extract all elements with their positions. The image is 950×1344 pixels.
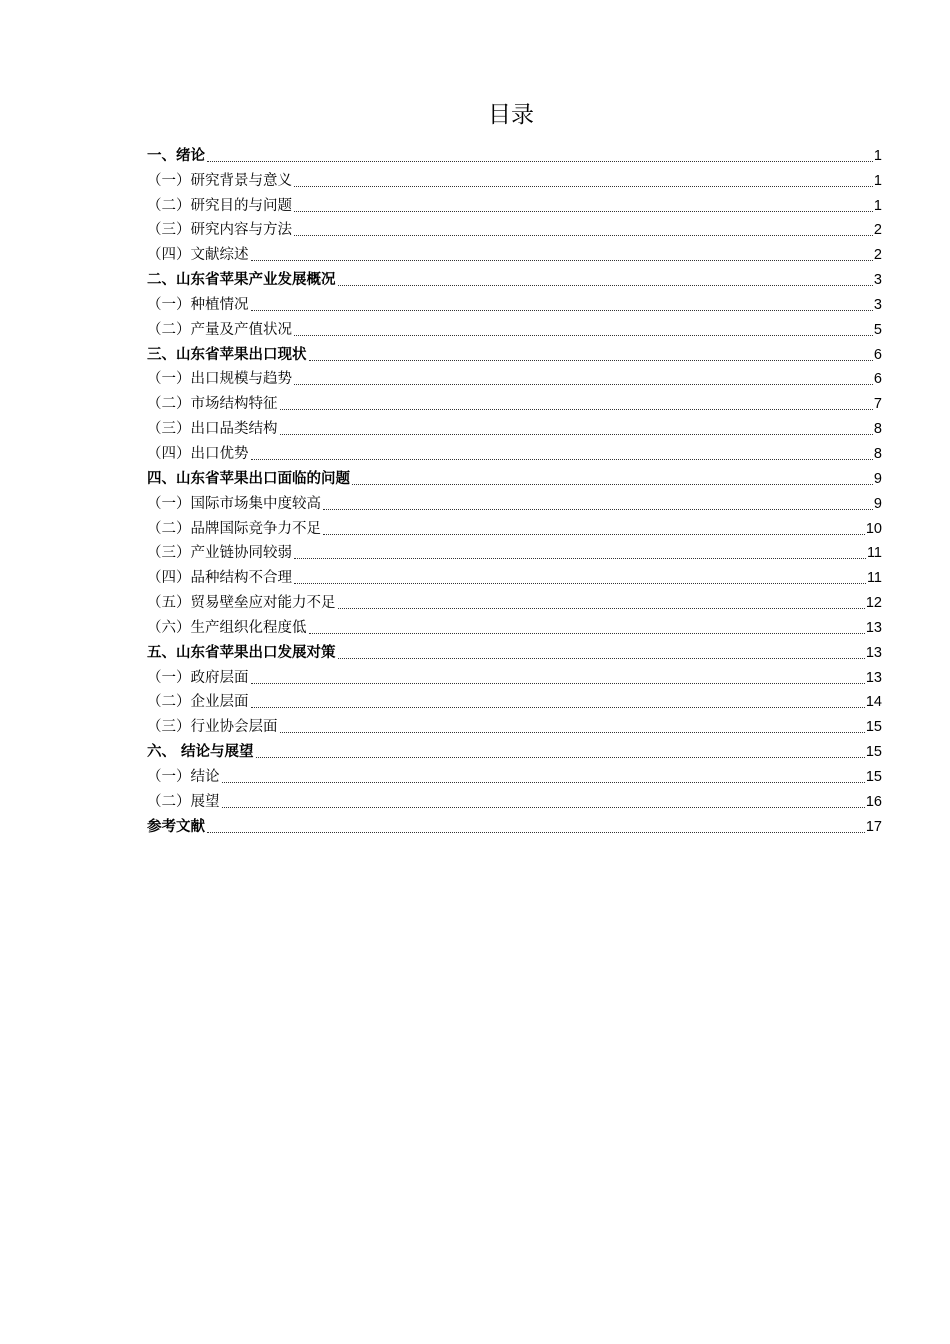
toc-page-number: 2 [873, 222, 882, 239]
dot-leader [294, 334, 873, 336]
toc-entry-label: （二）产量及产值状况 [147, 321, 292, 338]
toc-page-number: 10 [865, 520, 882, 537]
toc-page-number: 15 [865, 744, 882, 761]
toc-section-entry[interactable] [147, 289, 882, 314]
toc-page-number: 6 [873, 371, 882, 388]
dot-leader [294, 185, 873, 187]
toc-entry-label: （三）出口品类结构 [147, 421, 278, 438]
toc-page-number: 3 [873, 272, 882, 289]
dot-leader [338, 607, 865, 609]
toc-section-entry[interactable] [147, 438, 882, 463]
toc-chapter-entry[interactable] [147, 140, 882, 165]
toc-entry-label: （一）政府层面 [147, 669, 249, 686]
toc-section-entry[interactable] [147, 513, 882, 538]
dot-leader [251, 458, 873, 460]
toc-section-entry[interactable] [147, 711, 882, 736]
toc-page-number: 1 [873, 172, 882, 189]
dot-leader [294, 210, 873, 212]
dot-leader [338, 657, 865, 659]
dot-leader [280, 408, 873, 410]
toc-section-entry[interactable] [147, 314, 882, 339]
toc-section-entry[interactable] [147, 538, 882, 563]
toc-page-number: 11 [866, 570, 882, 587]
toc-entry-label: 五、山东省苹果出口发展对策 [147, 644, 336, 661]
dot-leader [222, 781, 865, 783]
dot-leader [207, 160, 873, 162]
dot-leader [338, 284, 873, 286]
dot-leader [323, 533, 865, 535]
toc-entry-label: （一）研究背景与意义 [147, 172, 292, 189]
toc-page-number: 14 [865, 694, 882, 711]
toc-chapter-entry[interactable] [147, 339, 882, 364]
dot-leader [280, 731, 865, 733]
toc-entry-label: （二）研究目的与问题 [147, 197, 292, 214]
dot-leader [222, 806, 865, 808]
table-of-contents [147, 140, 882, 836]
toc-section-entry[interactable] [147, 364, 882, 389]
toc-section-entry[interactable] [147, 488, 882, 513]
toc-entry-label: （二）市场结构特征 [147, 396, 278, 413]
toc-page-number: 13 [865, 619, 882, 636]
toc-entry-label: （一）结论 [147, 768, 220, 785]
toc-page-number: 6 [873, 346, 882, 363]
toc-page-number: 1 [873, 197, 882, 214]
toc-section-entry[interactable] [147, 215, 882, 240]
toc-chapter-entry[interactable] [147, 637, 882, 662]
toc-section-entry[interactable] [147, 662, 882, 687]
toc-page-number: 12 [865, 595, 882, 612]
toc-page-number: 11 [866, 545, 882, 562]
toc-page-number: 5 [873, 321, 882, 338]
toc-page-number: 16 [865, 793, 882, 810]
toc-section-entry[interactable] [147, 562, 882, 587]
toc-chapter-entry[interactable] [147, 264, 882, 289]
toc-section-entry[interactable] [147, 687, 882, 712]
toc-page-number: 9 [873, 470, 882, 487]
toc-page-number: 13 [865, 669, 882, 686]
toc-entry-label: 参考文献 [147, 818, 205, 835]
toc-entry-label: （一）出口规模与趋势 [147, 371, 292, 388]
toc-page-number: 1 [873, 147, 882, 164]
toc-entry-label: （一）种植情况 [147, 296, 249, 313]
toc-page-number: 9 [873, 495, 882, 512]
toc-page-number: 2 [873, 247, 882, 264]
toc-page-number: 15 [865, 719, 882, 736]
dot-leader [294, 383, 873, 385]
toc-entry-label: （四）文献综述 [147, 247, 249, 264]
dot-leader [251, 682, 865, 684]
toc-section-entry[interactable] [147, 239, 882, 264]
toc-chapter-entry[interactable] [147, 463, 882, 488]
dot-leader [251, 259, 873, 261]
toc-section-entry[interactable] [147, 165, 882, 190]
toc-entry-label: （四）品种结构不合理 [147, 570, 292, 587]
dot-leader [309, 359, 873, 361]
toc-page-number: 7 [873, 396, 882, 413]
toc-entry-label: （二）品牌国际竞争力不足 [147, 520, 321, 537]
toc-page-number: 13 [865, 644, 882, 661]
toc-entry-label: （三）研究内容与方法 [147, 222, 292, 239]
toc-section-entry[interactable] [147, 413, 882, 438]
dot-leader [323, 508, 873, 510]
toc-section-entry[interactable] [147, 190, 882, 215]
toc-page-number: 3 [873, 296, 882, 313]
dot-leader [251, 706, 865, 708]
toc-section-entry[interactable] [147, 761, 882, 786]
toc-entry-label: 四、山东省苹果出口面临的问题 [147, 470, 350, 487]
toc-page-number: 17 [865, 818, 882, 835]
dot-leader [294, 582, 866, 584]
dot-leader [256, 756, 865, 758]
toc-entry-label: （四）出口优势 [147, 445, 249, 462]
toc-entry-label: （一）国际市场集中度较高 [147, 495, 321, 512]
toc-section-entry[interactable] [147, 388, 882, 413]
dot-leader [309, 632, 865, 634]
toc-entry-label: （三）行业协会层面 [147, 719, 278, 736]
toc-entry-label: （二）企业层面 [147, 694, 249, 711]
dot-leader [294, 234, 873, 236]
toc-chapter-entry[interactable] [147, 736, 882, 761]
dot-leader [352, 483, 873, 485]
toc-entry-label: 二、山东省苹果产业发展概况 [147, 272, 336, 289]
toc-entry-label: （三）产业链协同较弱 [147, 545, 292, 562]
toc-chapter-entry[interactable] [147, 811, 882, 836]
toc-entry-label: 三、山东省苹果出口现状 [147, 346, 307, 363]
page-title: 目录 [488, 102, 534, 128]
toc-section-entry[interactable] [147, 587, 882, 612]
toc-entry-label: （五）贸易壁垒应对能力不足 [147, 595, 336, 612]
toc-section-entry[interactable] [147, 612, 882, 637]
toc-section-entry[interactable] [147, 786, 882, 811]
dot-leader [294, 557, 866, 559]
toc-entry-label: 六、 结论与展望 [147, 744, 254, 761]
dot-leader [251, 309, 873, 311]
dot-leader [280, 433, 873, 435]
toc-page-number: 8 [873, 445, 882, 462]
toc-page-number: 8 [873, 421, 882, 438]
toc-page-number: 15 [865, 768, 882, 785]
toc-entry-label: （二）展望 [147, 793, 220, 810]
dot-leader [207, 831, 865, 833]
toc-entry-label: 一、绪论 [147, 147, 205, 164]
toc-entry-label: （六）生产组织化程度低 [147, 619, 307, 636]
